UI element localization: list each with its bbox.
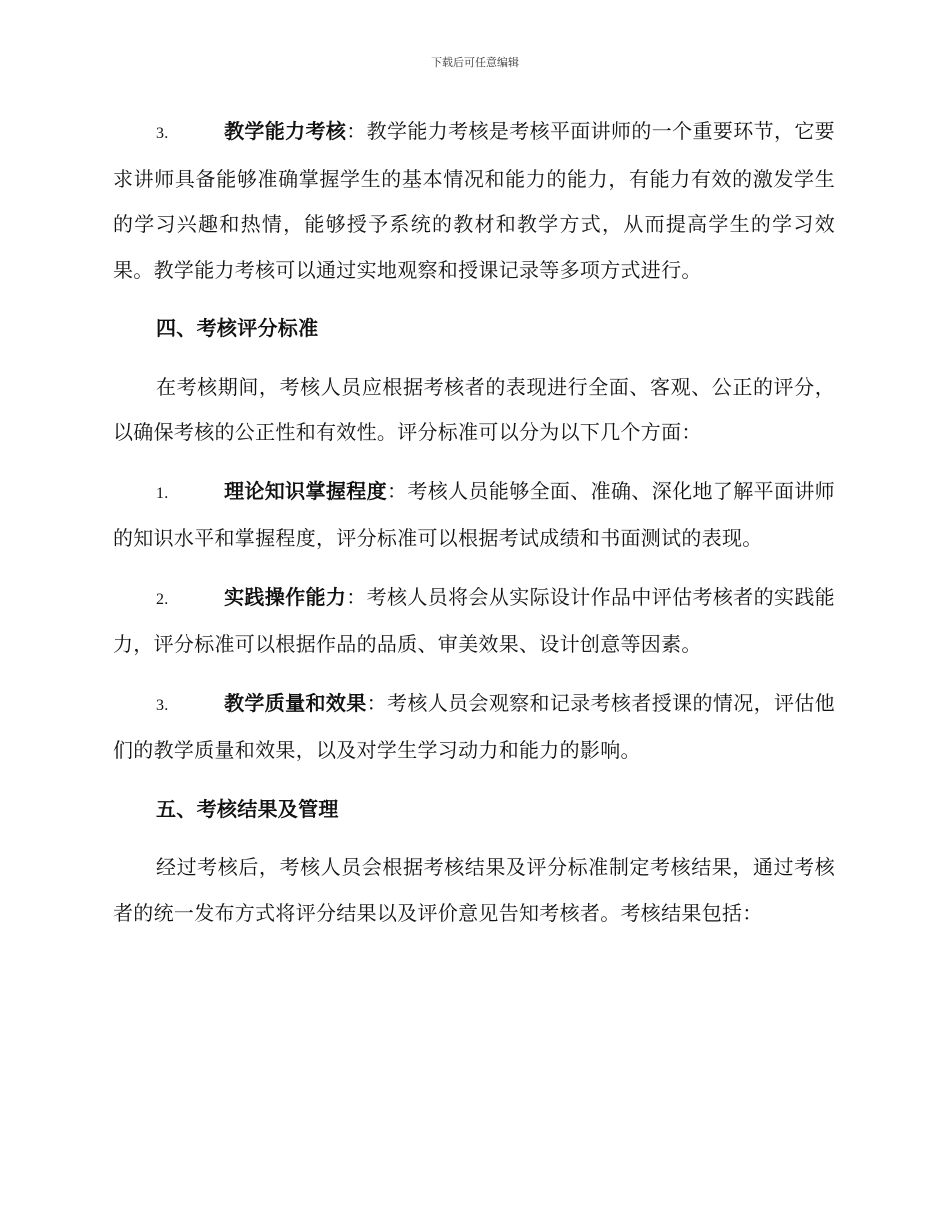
item-colon: ：: [346, 584, 367, 609]
document-body: [113, 109, 835, 949]
scoring-item-theory: [113, 469, 835, 562]
item-text: 考核人员会观察和记录考核者授课的情况，评估他们的教学质量和效果，以及对学生学习动力和能力的影响。: [113, 690, 835, 762]
item-text: 考核人员能够全面、准确、深化地了解平面讲师的知识水平和掌握程度，评分标准可以根据考试成绩和书面测试的表现。: [113, 478, 835, 550]
item-title: 实践操作能力: [224, 584, 347, 609]
item-title: 教学能力考核: [224, 119, 347, 143]
item-colon: ：: [346, 119, 367, 143]
item-number: 1.: [156, 484, 169, 502]
page-header: 下载后可任意编辑: [431, 56, 519, 69]
item-number: 3.: [156, 696, 169, 714]
results-intro-paragraph: 经过考核后，考核人员会根据考核结果及评分标准制定考核结果，通过考核者的统一发布方式将评分结果以及评价意见告知考核者。考核结果包括：: [113, 855, 835, 925]
item-number: 3.: [156, 125, 169, 142]
item-title: 理论知识掌握程度: [224, 478, 387, 503]
item-colon: ：: [366, 690, 387, 715]
section-heading-results: 五、考核结果及管理: [156, 796, 339, 821]
scoring-intro-paragraph: 在考核期间，考核人员应根据考核者的表现进行全面、客观、公正的评分，以确保考核的公正性和有效性。评分标准可以分为以下几个方面：: [113, 374, 835, 444]
teaching-ability-item: [113, 109, 835, 293]
scoring-item-practice: [113, 575, 835, 668]
scoring-item-teaching-quality: [113, 681, 835, 774]
item-colon: ：: [387, 478, 408, 503]
item-text: 教学能力考核是考核平面讲师的一个重要环节，它要求讲师具备能够准确掌握学生的基本情况和能力的能力，有能力有效的激发学生的学习兴趣和热情，能够授予系统的教材和教学方式，从而提高学生的学习效果。教学能力考核可以通过实地观察和授课记录等多项方式进行。: [113, 119, 835, 282]
item-text: 考核人员将会从实际设计作品中评估考核者的实践能力，评分标准可以根据作品的品质、审美效果、设计创意等因素。: [113, 584, 835, 656]
section-heading-scoring: 四、考核评分标准: [156, 316, 319, 340]
item-title: 教学质量和效果: [224, 690, 367, 715]
item-number: 2.: [156, 590, 169, 608]
